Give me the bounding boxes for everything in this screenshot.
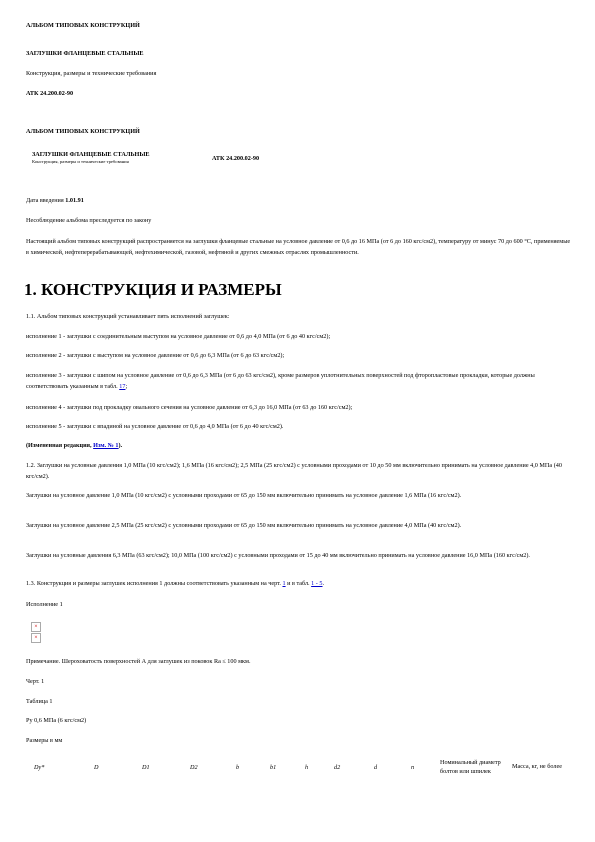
para-1-3: [26, 580, 324, 588]
para-1-2-c: Заглушки на условное давление 2,5 МПа (25 кгс/см2) с условными проходами от 65 до 150 мм включительно принимать на условное давление 4,0 МПа (40 кгс/см2).: [26, 522, 462, 529]
version-3-body: исполнение 3 - заглушки с шипом на условное давление от 0,6 до 6,3 МПа (от 6 до 63 кгс/см2), кроме размеров уплотнительных поверхностей под фторопластовые прокладки, которые должны соответствовать указанным в табл.: [26, 372, 535, 390]
table-header-cell: Номинальный диаметр болтов или шпилек: [440, 759, 501, 775]
para-1-2-d: Заглушки на условные давления 6,3 МПа (63 кгс/см2); 10,0 МПа (100 кгс/см2) с условными проходами от 15 до 40 мм включительно принимать на условное давление 16,0 МПа (160 кгс/см2).: [26, 552, 530, 559]
table-header-cell: n: [411, 764, 415, 771]
version-5-text: исполнение 5 - заглушки с впадиной на условное давление от 0,6 до 4,0 МПа (от 6 до 40 кгс/см2).: [26, 423, 284, 430]
broken-image-icon: ×: [31, 633, 41, 643]
section-heading: 1. КОНСТРУКЦИЯ И РАЗМЕРЫ: [24, 280, 282, 299]
table-header-cell: d2: [334, 764, 341, 771]
legal-notice: Несоблюдение альбома преследуется по закону: [26, 217, 152, 224]
table-header-cell: D: [94, 764, 99, 771]
tables-1-5-link[interactable]: 1 - 5: [311, 580, 323, 587]
version-3-end: ;: [125, 383, 128, 390]
date-value: 1.01.91: [65, 197, 84, 204]
title-block-subtitle: Конструкция, размеры и технические требования: [32, 159, 129, 164]
doc-subtitle: Конструкция, размеры и технические требования: [26, 70, 157, 77]
version-2-text: исполнение 2 - заглушки с выступом на условное давление от 0,6 до 6,3 МПа (от 6 до 63 кгс/см2);: [26, 352, 285, 359]
roughness-note: Примечание. Шероховатость поверхностей А для заглушек из поковок Ra ≤ 100 мкм.: [26, 658, 251, 665]
version-1-text: исполнение 1 - заглушки с соединительным выступом на условное давление от 0,6 до 4,0 МПа (от 6 до 40 кгс/см2);: [26, 333, 331, 340]
table-header-cell: D2: [190, 764, 198, 771]
version-4-text: исполнение 4 - заглушки под прокладку овального сечения на условное давление от 6,3 до 16,0 МПа (от 63 до 160 кгс/см2);: [26, 404, 353, 411]
units-label: Размеры в мм: [26, 737, 63, 744]
title-block-doc-title: ЗАГЛУШКИ ФЛАНЦЕВЫЕ СТАЛЬНЫЕ: [32, 151, 150, 158]
scope-paragraph: Настоящий альбом типовых конструкций распространяется на заглушки фланцевые стальные на условное давление от 0,6 до 16 МПа (от 6 до 160 кгс/см2), температуру от минус 70 до 600 °С, применяемые в химической, нефтеперерабатывающей, нефтехимической, газовой, нефтяной и других смежных отраслях промышленности.: [26, 238, 571, 256]
drawing-label: Черт. 1: [26, 678, 45, 685]
title-block-code: АТК 24.200.02-90: [212, 155, 260, 162]
table-header-cell: b: [236, 764, 240, 771]
table-header-cell: Dy*: [34, 764, 45, 771]
para-1-3-mid: и в табл.: [287, 580, 310, 587]
table-header-cell: Масса, кг, не более: [512, 763, 562, 770]
doc-title: ЗАГЛУШКИ ФЛАНЦЕВЫЕ СТАЛЬНЫЕ: [26, 50, 144, 57]
title-block-album: АЛЬБОМ ТИПОВЫХ КОНСТРУКЦИЙ: [26, 128, 140, 135]
table-header-cell: D1: [142, 764, 150, 771]
amendment-note: [26, 442, 122, 450]
para-1-3-end: .: [322, 580, 325, 587]
table-17-link[interactable]: 17: [119, 383, 126, 390]
table-label: Таблица 1: [26, 698, 53, 705]
para-1-1: 1.1. Альбом типовых конструкций устанавливает пять исполнений заглушек:: [26, 313, 230, 320]
date-label: Дата введения: [26, 197, 64, 204]
date-line: [26, 197, 84, 205]
amendment-link[interactable]: Изм. № 1: [93, 442, 119, 449]
amendment-label: (Измененная редакция,: [26, 442, 92, 449]
doc-code: АТК 24.200.02-90: [26, 90, 74, 97]
version-3-text: [26, 370, 571, 392]
table-header-cell: d: [374, 764, 378, 771]
amendment-end: ).: [118, 442, 123, 449]
version-1-label: Исполнение 1: [26, 601, 63, 608]
album-title: АЛЬБОМ ТИПОВЫХ КОНСТРУКЦИЙ: [26, 22, 140, 29]
para-1-2-a: 1.2. Заглушки на условные давления 1,0 МПа (10 кгс/см2); 1,6 МПа (16 кгс/см2); 2,5 МПа (25 кгс/см2) с условными проходами от 10 до 50 мм включительно принимать на условное давление 4,0 МПа (40 кгс/см2).: [26, 462, 562, 480]
para-1-3-body: 1.3. Конструкция и размеры заглушек исполнения 1 должны соответствовать указанным на черт.: [26, 580, 281, 587]
pressure-label: Ру 0,6 МПа (6 кгс/см2): [26, 717, 87, 724]
table-header-cell: h: [305, 764, 309, 771]
table-header-cell: b1: [270, 764, 277, 771]
broken-image-icon: ×: [31, 622, 41, 632]
para-1-2-b: Заглушки на условное давление 1,0 МПа (10 кгс/см2) с условными проходами от 65 до 150 мм включительно принимать на условное давление 1,6 МПа (16 кгс/см2).: [26, 492, 462, 499]
drawing-1-link[interactable]: 1: [282, 580, 286, 587]
